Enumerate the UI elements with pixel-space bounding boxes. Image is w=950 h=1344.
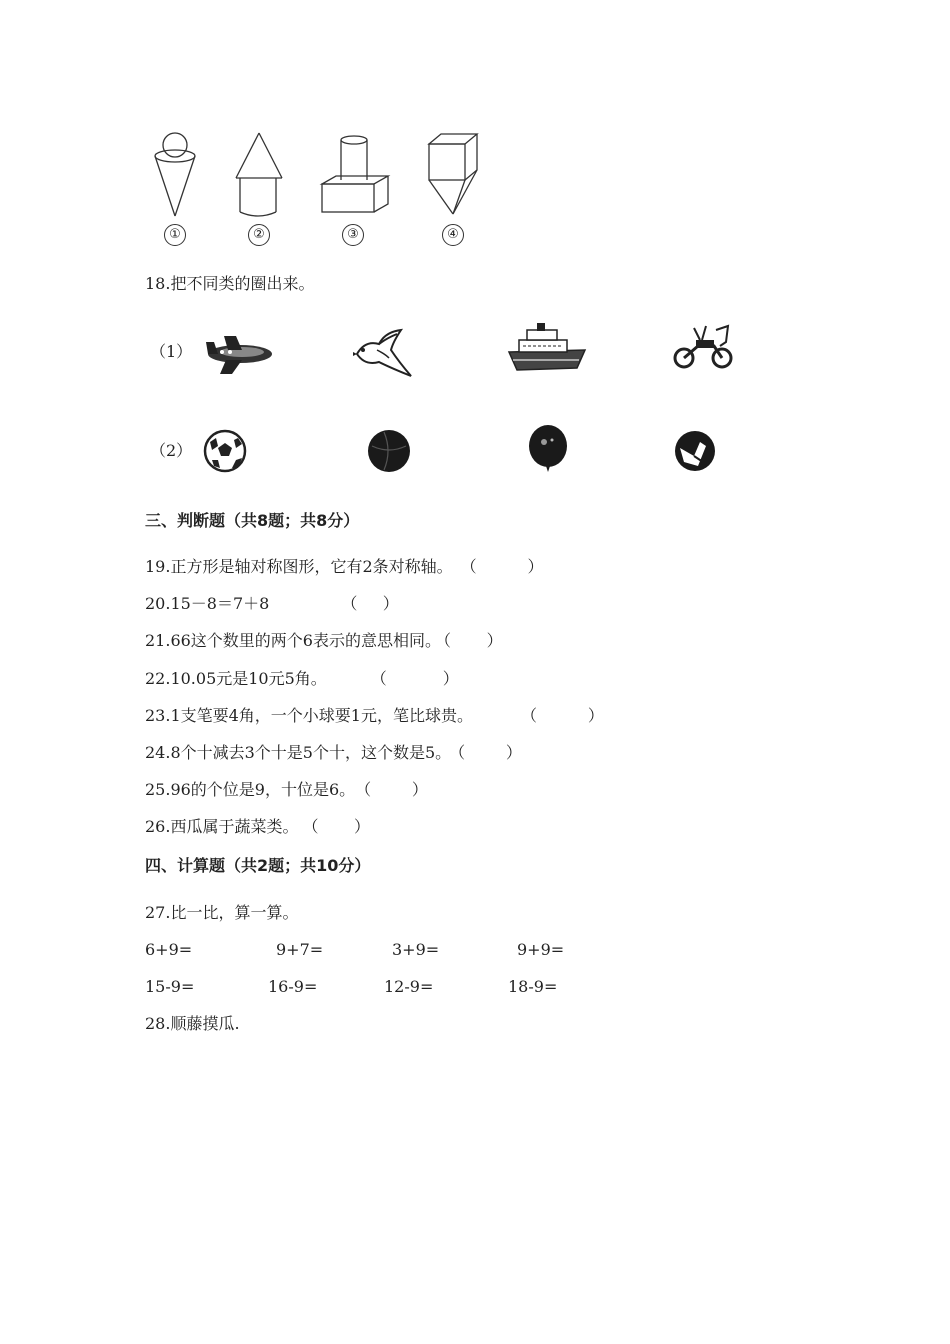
calc-item[interactable]: 9+9= xyxy=(517,940,565,959)
judge-item-22 xyxy=(145,669,459,689)
calc-item[interactable]: 3+9= xyxy=(392,940,440,959)
soccer-ball-image xyxy=(202,428,250,476)
answer-blank-19[interactable]: （ ） xyxy=(468,557,544,576)
answer-blank-25[interactable]: （ ） xyxy=(363,780,428,799)
judge-question-24: 24.8个十减去3个十是5个十，这个数是5。 xyxy=(145,743,452,762)
volleyball-image xyxy=(672,428,720,476)
balloon-image xyxy=(526,422,571,477)
judge-question-23: 23.1支笔要4角，一个小球要1元，笔比球贵。 xyxy=(145,706,473,725)
judge-question-21: 21.66这个数里的两个6表示的意思相同。 xyxy=(145,631,441,650)
q18-row1-label: （1） xyxy=(150,342,193,361)
answer-blank-23[interactable]: （ ） xyxy=(529,706,604,725)
shape-label-1: ① xyxy=(164,224,186,246)
answer-blank-21[interactable]: （ ） xyxy=(443,631,503,650)
motorcycle-image xyxy=(672,322,737,372)
calc-item[interactable]: 12-9= xyxy=(384,977,434,996)
judge-question-25: 25.96的个位是9，十位是6。 xyxy=(145,780,356,799)
calc-item[interactable]: 15-9= xyxy=(145,977,195,996)
answer-blank-24[interactable]: （ ） xyxy=(457,743,522,762)
answer-blank-22[interactable]: （ ） xyxy=(378,669,459,688)
judge-question-20: 20.15－8＝7＋8 xyxy=(145,594,270,613)
calc-item[interactable]: 18-9= xyxy=(508,977,558,996)
judge-question-26: 26.西瓜属于蔬菜类。 xyxy=(145,817,299,836)
judge-item-24 xyxy=(145,743,522,763)
judge-item-26 xyxy=(145,817,370,837)
airplane-image xyxy=(202,328,277,378)
answer-blank-20[interactable]: （ ） xyxy=(341,594,399,613)
calc-item[interactable]: 9+7= xyxy=(276,940,324,959)
shape-label-2: ② xyxy=(248,224,270,246)
shape-label-4: ④ xyxy=(442,224,464,246)
basketball-image xyxy=(366,428,414,476)
q27-title: 27.比一比，算一算。 xyxy=(145,903,299,922)
bird-image xyxy=(347,326,417,381)
cube-on-pyramid-figure xyxy=(425,128,495,218)
judge-item-23 xyxy=(145,706,604,726)
answer-blank-26[interactable]: （ ） xyxy=(310,817,371,836)
judge-item-25 xyxy=(145,780,428,800)
q18-title: 18.把不同类的圈出来。 xyxy=(145,274,315,293)
section4-heading: 四、计算题（共2题；共10分） xyxy=(145,856,371,875)
judge-item-21 xyxy=(145,631,503,651)
judge-question-19: 19.正方形是轴对称图形，它有2条对称轴。 xyxy=(145,557,453,576)
cylinder-on-box-figure xyxy=(318,128,393,218)
shape-label-3: ③ xyxy=(342,224,364,246)
cone-on-cylinder-figure xyxy=(232,128,292,218)
section3-heading: 三、判断题（共8题；共8分） xyxy=(145,511,360,530)
calc-item[interactable]: 16-9= xyxy=(268,977,318,996)
judge-item-19 xyxy=(145,557,544,577)
ship-image xyxy=(505,320,590,375)
judge-question-22: 22.10.05元是10元5角。 xyxy=(145,669,327,688)
judge-item-20 xyxy=(145,594,399,614)
q18-row2-label: （2） xyxy=(150,441,193,460)
sphere-on-cone-figure xyxy=(148,128,208,218)
q28-title: 28.顺藤摸瓜. xyxy=(145,1014,240,1033)
calc-item[interactable]: 6+9= xyxy=(145,940,193,959)
